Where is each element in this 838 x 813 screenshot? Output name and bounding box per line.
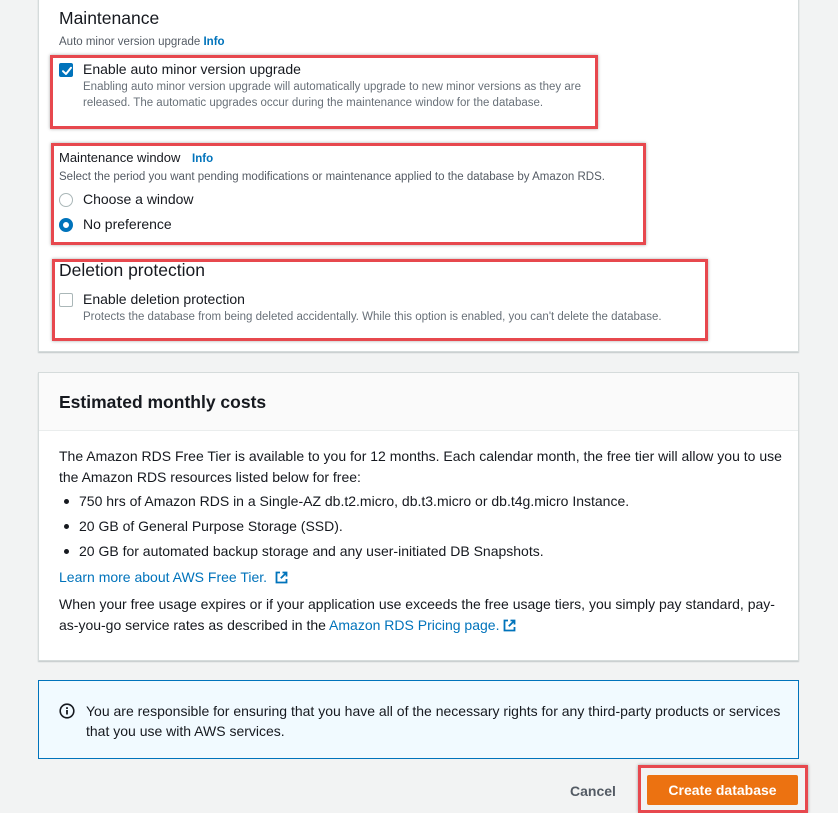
radio-choose-window[interactable]: [59, 193, 73, 207]
create-database-button[interactable]: Create database: [647, 775, 798, 805]
maintenance-title: Maintenance: [59, 8, 160, 28]
free-tier-bullet: 750 hrs of Amazon RDS in a Single-AZ db.t2.micro, db.t3.micro or db.t4g.micro Instance.: [79, 493, 630, 509]
alert-message: You are responsible for ensuring that you have all of the necessary rights for any third-party products or services that you use with AWS services.: [86, 703, 781, 739]
external-link-icon[interactable]: [503, 619, 516, 632]
external-link-icon[interactable]: [275, 571, 288, 584]
free-tier-bullet: 20 GB of General Purpose Storage (SSD).: [79, 518, 343, 534]
deletion-protection-description: Protects the database from being deleted accidentally. While this option is enabled, you can't delete the database.: [83, 311, 662, 323]
radio-no-preference[interactable]: [59, 218, 73, 232]
learn-more-free-tier-link[interactable]: Learn more about AWS Free Tier.: [59, 569, 268, 585]
maintenance-window-description: Select the period you want pending modifications or maintenance applied to the database by Amazon RDS.: [59, 171, 605, 183]
radio-choose-window-label[interactable]: Choose a window: [83, 191, 194, 207]
learn-more-row: [59, 567, 288, 588]
maintenance-panel: [38, 0, 799, 352]
responsibility-info-alert: [38, 680, 799, 759]
free-tier-bullet: 20 GB for automated backup storage and any user-initiated DB Snapshots.: [79, 543, 544, 559]
bullet-dot: [64, 524, 69, 529]
free-usage-expiry-text: When your free usage expires or if your application use exceeds the free usage tiers, you simply pay standard, pay-as-you-go service rates as described in the Amazon RDS Pricing page.: [59, 596, 775, 633]
deletion-protection-checkbox[interactable]: [59, 293, 73, 307]
maintenance-window-title: Maintenance window Info: [59, 150, 214, 165]
maintenance-window-info-link[interactable]: Info: [192, 153, 214, 165]
radio-no-preference-label[interactable]: No preference: [83, 216, 172, 232]
auto-minor-info-link[interactable]: Info: [203, 36, 225, 48]
auto-minor-upgrade-checkbox[interactable]: [59, 63, 73, 77]
estimated-costs-panel: [38, 372, 799, 661]
deletion-protection-label[interactable]: Enable deletion protection: [83, 291, 245, 307]
bullet-dot: [64, 499, 69, 504]
cancel-button[interactable]: Cancel: [560, 777, 626, 804]
estimated-costs-header: [39, 373, 798, 431]
bullet-dot: [64, 549, 69, 554]
info-circle-icon: [59, 703, 75, 719]
deletion-protection-title: Deletion protection: [59, 260, 205, 280]
rds-pricing-link[interactable]: Amazon RDS Pricing page.: [329, 617, 500, 633]
auto-minor-version-label: Auto minor version upgrade Info: [59, 36, 225, 48]
free-tier-intro: The Amazon RDS Free Tier is available to you for 12 months. Each calendar month, the free tier will allow you to use the Amazon RDS resources listed below for free:: [59, 448, 782, 485]
auto-minor-upgrade-description: Enabling auto minor version upgrade will automatically upgrade to new minor versions as they are released. The automatic upgrades occur during the maintenance window for the database.: [83, 81, 581, 109]
estimated-costs-title: Estimated monthly costs: [59, 392, 267, 412]
auto-minor-upgrade-label[interactable]: Enable auto minor version upgrade: [83, 61, 301, 77]
checkmark-icon: [61, 65, 73, 77]
